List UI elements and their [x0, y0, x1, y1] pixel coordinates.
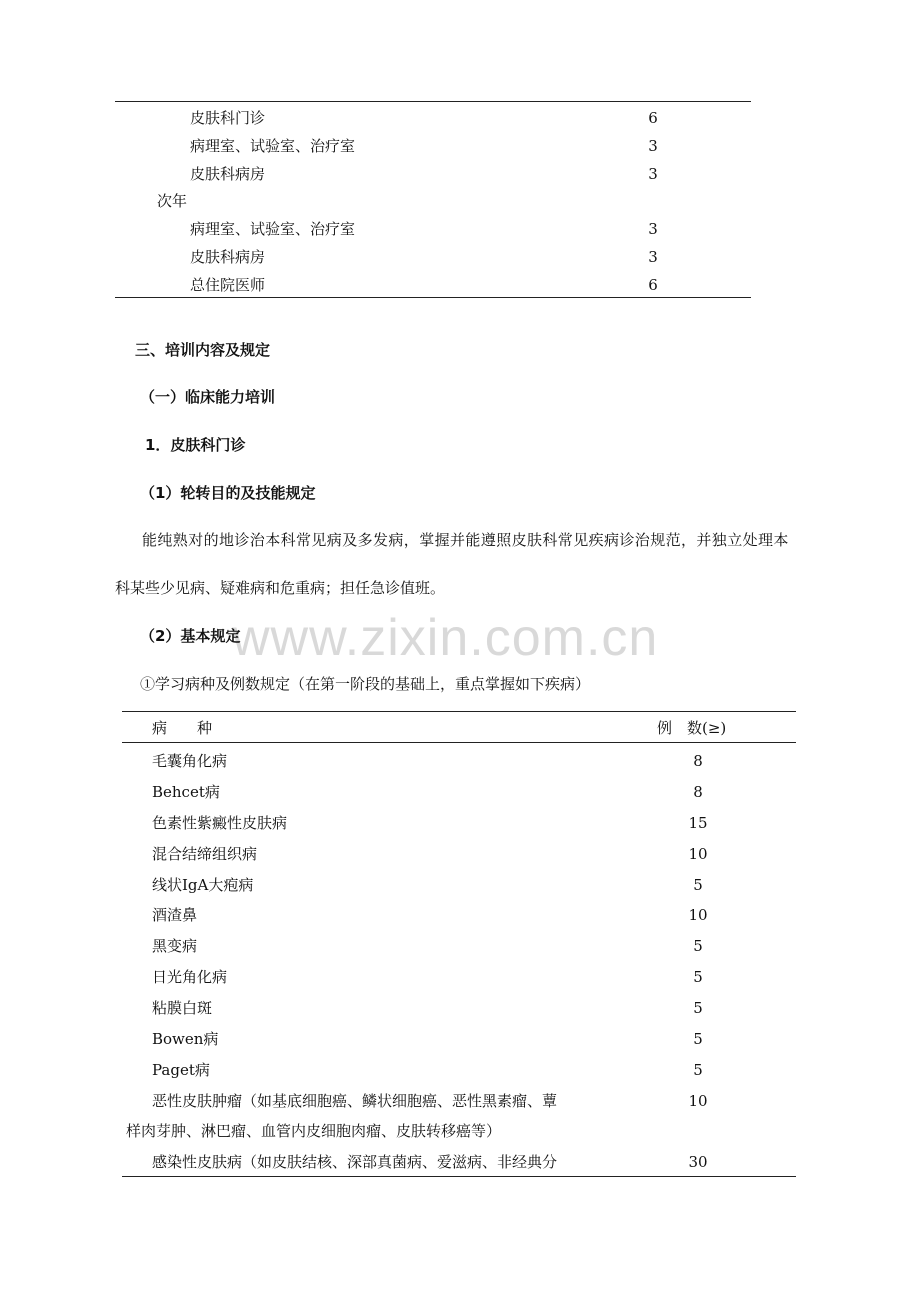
table-row-label: Behcet病	[152, 783, 220, 801]
table-row-label: 感染性皮肤病（如皮肤结核、深部真菌病、爱滋病、非经典分	[152, 1153, 558, 1171]
table-row-value: 5	[693, 1030, 703, 1048]
table-row-value: 3	[648, 137, 658, 155]
table-bottom-rule	[115, 297, 751, 298]
table-group-label: 次年	[157, 192, 188, 210]
table-row-value: 8	[693, 752, 703, 770]
table-row-value: 5	[693, 968, 703, 986]
subsection-heading: （一）临床能力培训	[140, 388, 276, 406]
table-row-value: 6	[648, 276, 658, 294]
item-heading: 1．皮肤科门诊	[145, 436, 246, 454]
table-row-value: 15	[688, 814, 708, 832]
table-row-value: 8	[693, 783, 703, 801]
table-row-label: 线状IgA大疱病	[152, 876, 254, 894]
table-row-label: 总住院医师	[190, 276, 266, 294]
table-top-rule	[122, 711, 796, 712]
table-top-rule	[115, 101, 751, 102]
section-heading: 三、培训内容及规定	[135, 341, 271, 359]
table-row-label: 恶性皮肤肿瘤（如基底细胞癌、鳞状细胞癌、恶性黑素瘤、蕈	[152, 1092, 558, 1110]
table-row-value: 5	[693, 876, 703, 894]
intro-text: ①学习病种及例数规定（在第一阶段的基础上，重点掌握如下疾病）	[140, 675, 591, 693]
subitem-heading: （1）轮转目的及技能规定	[140, 484, 316, 502]
table-row-label: 混合结缔组织病	[152, 845, 258, 863]
table-row-label: 粘膜白斑	[152, 999, 213, 1017]
table-row-label: 毛囊角化病	[152, 752, 228, 770]
table-row-label: Paget病	[152, 1061, 210, 1079]
table-row-label-continuation: 样肉芽肿、淋巴瘤、血管内皮细胞肉瘤、皮肤转移癌等）	[126, 1122, 502, 1140]
header-rule	[122, 742, 796, 743]
column-header-count: 例 数(≥)	[657, 719, 727, 737]
subitem-heading: （2）基本规定	[140, 627, 241, 645]
table-row-label: 皮肤科病房	[190, 165, 266, 183]
table-row-value: 30	[688, 1153, 708, 1171]
table-row-value: 3	[648, 165, 658, 183]
table-row-value: 5	[693, 999, 703, 1017]
table-row-label: 日光角化病	[152, 968, 228, 986]
column-header-disease: 病 种	[152, 719, 213, 737]
body-paragraph-line: 科某些少见病、疑难病和危重病；担任急诊值班。	[115, 579, 446, 597]
table-row-value: 10	[688, 1092, 708, 1110]
table-row-label: 皮肤科病房	[190, 248, 266, 266]
table-row-label: 病理室、试验室、治疗室	[190, 137, 356, 155]
watermark-text: www.zixin.com.cn	[232, 609, 659, 667]
table-row-label: Bowen病	[152, 1030, 219, 1048]
table-row-label: 酒渣鼻	[152, 906, 198, 924]
table-bottom-rule	[122, 1176, 796, 1177]
table-row-value: 5	[693, 937, 703, 955]
table-row-value: 10	[688, 906, 708, 924]
table-row-value: 5	[693, 1061, 703, 1079]
table-row-label: 皮肤科门诊	[190, 109, 266, 127]
table-row-value: 10	[688, 845, 708, 863]
table-row-value: 3	[648, 248, 658, 266]
table-row-label: 黑变病	[152, 937, 198, 955]
table-row-value: 6	[648, 109, 658, 127]
table-row-label: 病理室、试验室、治疗室	[190, 220, 356, 238]
table-row-value: 3	[648, 220, 658, 238]
table-row-label: 色素性紫癜性皮肤病	[152, 814, 288, 832]
body-paragraph-line: 能纯熟对的地诊治本科常见病及多发病，掌握并能遵照皮肤科常见疾病诊治规范，并独立处理本	[142, 531, 789, 549]
